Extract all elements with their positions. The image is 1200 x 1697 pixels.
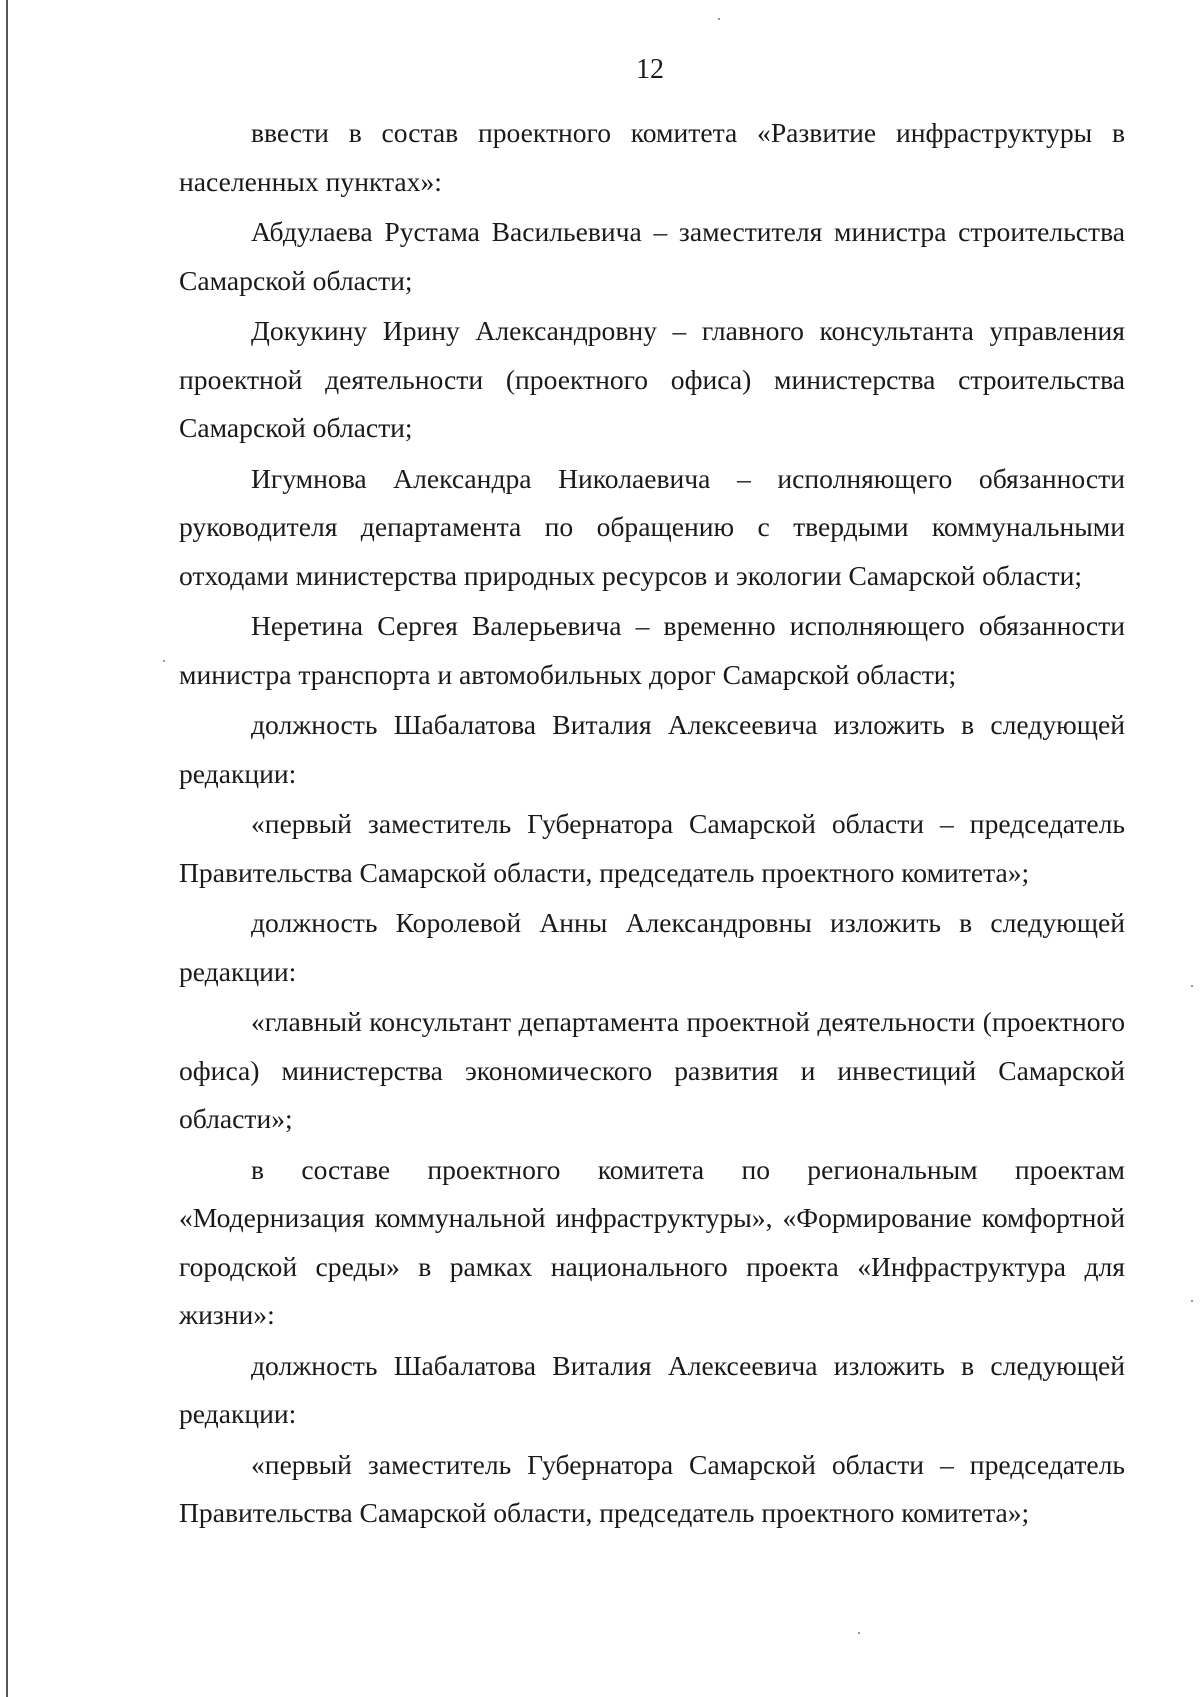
paragraph-regional-projects-committee: в составе проектного комитета по региональным проектам «Модернизация коммунальной инфраструктуры», «Формирование комфортной городской среды» в рамках национального проекта «Инфраструктура для жизни»: — [179, 1153, 1125, 1330]
paragraph-shabalatov-position-2: должность Шабалатова Виталия Алексеевича изложить в следующей редакции: — [179, 1349, 1125, 1429]
scan-edge-line — [6, 0, 8, 1697]
scan-speck — [163, 660, 165, 662]
scan-speck — [858, 1632, 860, 1634]
page-number: 12 — [636, 54, 664, 85]
paragraph-abdulaev: Абдулаева Рустама Васильевича – заместителя министра строительства Самарской области; — [179, 216, 1125, 296]
paragraph-shabalatov-position: должность Шабалатова Виталия Алексеевича изложить в следующей редакции: — [179, 709, 1125, 789]
paragraph-koroleva-new-title: «главный консультант департамента проектной деятельности (проектного офиса) министерства экономического развития и инвестиций Самарской области»; — [179, 1006, 1125, 1134]
paragraph-igumnov: Игумнова Александра Николаевича – исполняющего обязанности руководителя департамента по обращению с твердыми коммунальными отходами министерства природных ресурсов и экологии Самарской области; — [179, 462, 1125, 591]
scan-speck — [1191, 1300, 1193, 1302]
paragraph-dokukina: Докукину Ирину Александровну – главного консультанта управления проектной деятельности (проектного офиса) министерства строительства Самарской области; — [179, 315, 1125, 443]
paragraph-koroleva-position: должность Королевой Анны Александровны изложить в следующей редакции: — [179, 907, 1125, 987]
paragraph-shabalatov-new-title-2: «первый заместитель Губернатора Самарской области – председатель Правительства Самарской области, председатель проектного комитета»; — [179, 1448, 1125, 1528]
document-body — [179, 109, 1125, 1538]
paragraph-neretin: Неретина Сергея Валерьевича – временно исполняющего обязанности министра транспорта и автомобильных дорог Самарской области; — [179, 610, 1125, 690]
scan-speck — [1191, 985, 1193, 987]
paragraph-shabalatov-new-title: «первый заместитель Губернатора Самарской области – председатель Правительства Самарской области, председатель проектного комитета»; — [179, 808, 1125, 888]
paragraph-add-to-committee: ввести в состав проектного комитета «Развитие инфраструктуры в населенных пунктах»: — [179, 117, 1125, 197]
scan-speck — [718, 18, 720, 20]
